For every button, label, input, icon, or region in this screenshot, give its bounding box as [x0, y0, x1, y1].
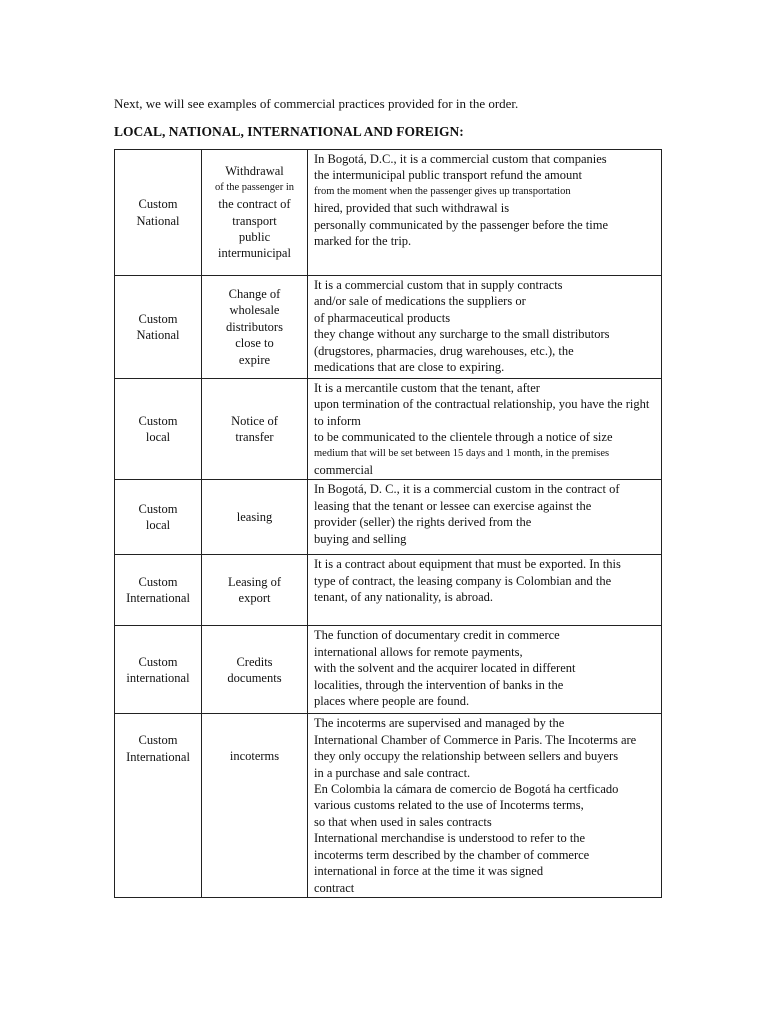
- description-line: they only occupy the relationship between sellers and buyers: [314, 749, 619, 764]
- description-line: type of contract, the leasing company is Colombian and the: [314, 573, 612, 588]
- type-line: local: [145, 518, 171, 533]
- description-line: It is a mercantile custom that the tenant, after: [314, 381, 540, 395]
- table-row: [115, 555, 662, 626]
- table-row: [115, 150, 662, 276]
- description-line: medications that are close to expiring.: [314, 360, 505, 375]
- description-line: incoterms term described by the chamber of commerce: [314, 847, 590, 862]
- description-line: leasing that the tenant or lessee can exercise against the: [314, 498, 592, 513]
- name-line: wholesale distributors: [226, 303, 283, 334]
- practice-name-cell: [202, 626, 308, 714]
- commercial-practices-table: [114, 149, 662, 898]
- table-row: [115, 379, 662, 480]
- description-line: It is a contract about equipment that must be exported. In this: [314, 557, 621, 572]
- description-line: marked for the trip.: [314, 234, 412, 249]
- description-cell: [308, 480, 662, 555]
- name-line: the contract of: [218, 197, 291, 212]
- section-heading: LOCAL, NATIONAL, INTERNATIONAL AND FOREIGN:: [114, 124, 464, 139]
- description-line: to be communicated to the clientele through a notice of size: [314, 430, 613, 445]
- table-row: [115, 626, 662, 714]
- description-line: various customs related to the use of Incoterms terms,: [314, 798, 584, 813]
- type-line: Custom: [138, 575, 178, 590]
- type-line: International: [126, 591, 190, 606]
- description-cell: [308, 379, 662, 480]
- type-line: National: [136, 213, 180, 228]
- table-row: [115, 480, 662, 555]
- name-line: expire: [238, 352, 271, 367]
- intro-paragraph: Next, we will see examples of commercial practices provided for in the order.: [114, 96, 519, 111]
- custom-type-cell: [115, 379, 202, 480]
- description-line: international allows for remote payments,: [314, 644, 523, 659]
- name-line: incoterms: [229, 749, 280, 764]
- description-cell: [308, 714, 662, 897]
- type-line: Custom: [138, 502, 178, 517]
- name-line: export: [238, 591, 271, 606]
- type-line: Custom: [138, 733, 178, 748]
- description-line: from the moment when the passenger gives up transportation: [314, 185, 571, 197]
- name-line: transport: [232, 213, 277, 228]
- description-line: contract: [314, 880, 355, 895]
- name-line: close to: [235, 336, 274, 351]
- description-line: In Bogotá, D. C., it is a commercial custom in the contract of: [314, 482, 620, 497]
- description-line: International Chamber of Commerce in Paris. The Incoterms are: [314, 732, 637, 747]
- type-line: Custom: [138, 654, 178, 669]
- practice-name-cell: [202, 150, 308, 276]
- custom-type-cell: [115, 480, 202, 555]
- description-line: International merchandise is understood to refer to the: [314, 831, 586, 846]
- description-line: In Bogotá, D.C., it is a commercial custom that companies: [314, 152, 607, 166]
- practice-name-cell: [202, 714, 308, 897]
- description-line: (drugstores, pharmacies, drug warehouses, etc.), the: [314, 343, 574, 358]
- description-line: medium that will be set between 15 days and 1 month, in the premises: [314, 447, 610, 459]
- type-line: International: [126, 749, 190, 764]
- description-line: international in force at the time it was signed: [314, 864, 544, 879]
- name-line: Change of: [228, 286, 281, 301]
- description-cell: [308, 555, 662, 626]
- description-line: in a purchase and sale contract.: [314, 765, 471, 780]
- description-line: so that when used in sales contracts: [314, 814, 492, 829]
- type-line: Custom: [138, 311, 178, 326]
- practice-name-cell: [202, 555, 308, 626]
- description-line: places where people are found.: [314, 694, 470, 709]
- name-line: documents: [227, 670, 282, 685]
- custom-type-cell: [115, 276, 202, 379]
- custom-type-cell: [115, 150, 202, 276]
- description-cell: [308, 150, 662, 276]
- table-row: [115, 714, 662, 897]
- name-line: public: [238, 229, 271, 244]
- description-line: buying and selling: [314, 531, 407, 546]
- practice-name-cell: [202, 276, 308, 379]
- description-cell: [308, 626, 662, 714]
- description-line: with the solvent and the acquirer located in different: [314, 661, 576, 676]
- description-line: En Colombia la cámara de comercio de Bogotá ha certficado: [314, 782, 619, 797]
- name-line: intermunicipal: [218, 246, 291, 261]
- description-line: localities, through the intervention of banks in the: [314, 677, 564, 692]
- type-line: National: [136, 328, 180, 342]
- name-line: leasing: [236, 510, 273, 525]
- description-line: It is a commercial custom that in supply contracts: [314, 278, 563, 292]
- name-line: Credits: [236, 654, 273, 669]
- description-line: hired, provided that such withdrawal is: [314, 201, 510, 216]
- description-line: of pharmaceutical products: [314, 310, 451, 325]
- name-line: Withdrawal: [225, 164, 284, 179]
- description-line: provider (seller) the rights derived from the: [314, 515, 532, 530]
- description-line: they change without any surcharge to the small distributors: [314, 327, 610, 342]
- description-line: commercial: [314, 463, 373, 478]
- description-line: The function of documentary credit in commerce: [314, 628, 560, 643]
- name-line: Leasing of: [227, 575, 282, 590]
- practice-name-cell: [202, 379, 308, 480]
- custom-type-cell: [115, 714, 202, 897]
- description-line: the intermunicipal public transport refund the amount: [314, 168, 582, 183]
- description-line: The incoterms are supervised and managed by the: [314, 716, 565, 731]
- description-line: personally communicated by the passenger before the time: [314, 217, 608, 232]
- table-row: [115, 276, 662, 379]
- type-line: local: [145, 430, 171, 445]
- practice-name-cell: [202, 480, 308, 555]
- description-line: upon termination of the contractual relationship, you have the right to inform: [314, 397, 650, 428]
- description-cell: [308, 276, 662, 379]
- custom-type-cell: [115, 555, 202, 626]
- name-line: of the passenger in: [214, 181, 295, 193]
- name-line: Notice of: [231, 413, 278, 428]
- name-line: transfer: [235, 430, 274, 445]
- type-line: Custom: [138, 197, 178, 212]
- description-line: tenant, of any nationality, is abroad.: [314, 590, 493, 605]
- type-line: Custom: [138, 413, 178, 428]
- description-line: and/or sale of medications the suppliers or: [314, 294, 526, 309]
- custom-type-cell: [115, 626, 202, 714]
- type-line: international: [126, 670, 190, 685]
